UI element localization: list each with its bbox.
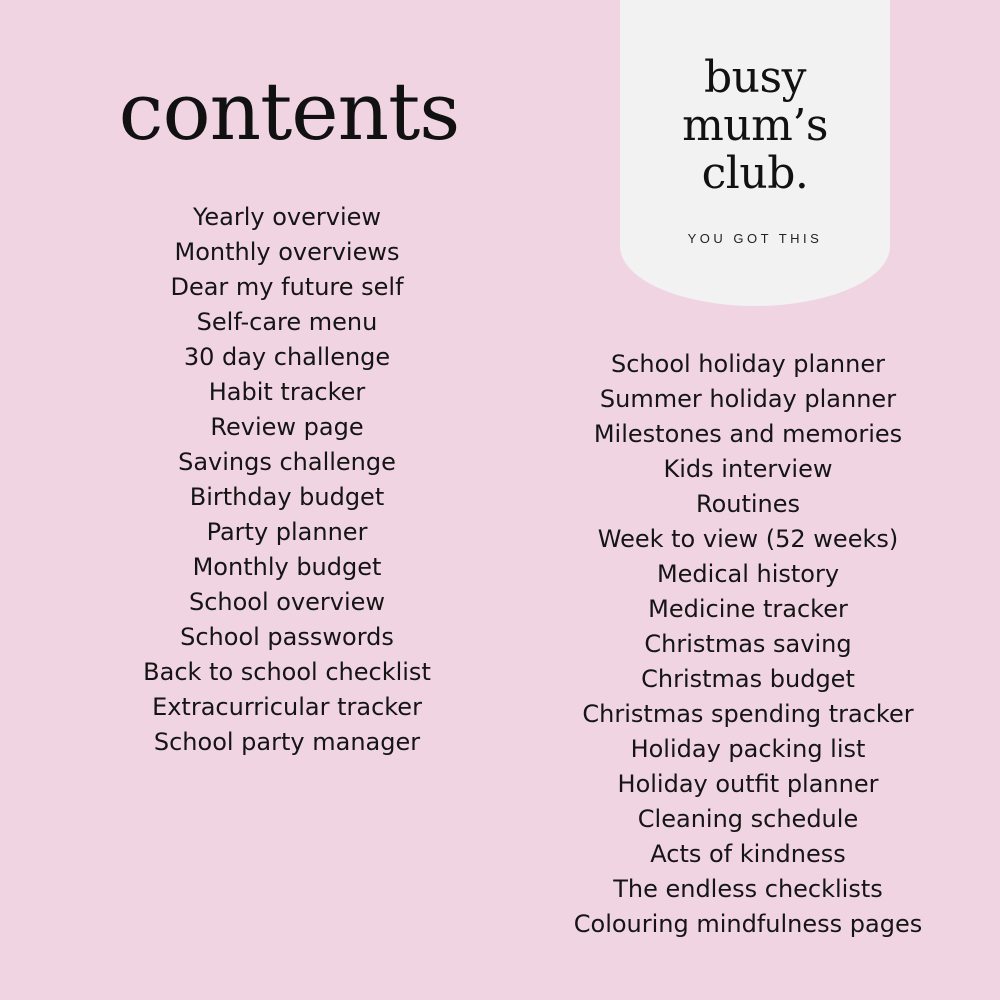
brand-name-line-2: mum’s: [682, 100, 828, 151]
list-item: Cleaning schedule: [637, 805, 859, 833]
brand-name-line-1: busy: [704, 52, 806, 103]
list-item: Dear my future self: [170, 273, 404, 301]
list-item: Summer holiday planner: [599, 385, 897, 413]
brand-badge: [620, 0, 890, 306]
list-item: Medicine tracker: [648, 595, 848, 623]
list-item: School overview: [188, 588, 386, 616]
list-item: Week to view (52 weeks): [597, 525, 899, 553]
list-item: Kids interview: [663, 455, 833, 483]
brand-name-line-3: club.: [701, 148, 809, 199]
list-item: Christmas budget: [641, 665, 855, 693]
list-item: School party manager: [153, 728, 421, 756]
list-item: School holiday planner: [611, 350, 885, 378]
list-item: Yearly overview: [192, 203, 382, 231]
list-item: Monthly overviews: [174, 238, 400, 266]
list-item: Routines: [695, 490, 801, 518]
brand-tagline: YOU GOT THIS: [687, 231, 823, 246]
page-title: contents: [118, 65, 460, 158]
list-item: Holiday outfit planner: [617, 770, 879, 798]
list-item: 30 day challenge: [183, 343, 391, 371]
list-item: Review page: [210, 413, 364, 441]
list-item: Holiday packing list: [630, 735, 866, 763]
contents-list-left: [112, 200, 462, 760]
list-item: Medical history: [656, 560, 840, 588]
list-item: Colouring mindfulness pages: [573, 910, 923, 938]
contents-list-right: [548, 347, 948, 942]
list-item: Party planner: [206, 518, 368, 546]
list-item: Self-care menu: [196, 308, 378, 336]
list-item: School passwords: [180, 623, 394, 651]
list-item: Savings challenge: [178, 448, 396, 476]
list-item: Christmas saving: [644, 630, 852, 658]
list-item: Milestones and memories: [593, 420, 903, 448]
brand-name: [620, 54, 890, 198]
list-item: Acts of kindness: [650, 840, 846, 868]
list-item: Birthday budget: [189, 483, 385, 511]
list-item: Christmas spending tracker: [582, 700, 914, 728]
list-item: Extracurricular tracker: [152, 693, 422, 721]
list-item: Habit tracker: [208, 378, 366, 406]
list-item: The endless checklists: [613, 875, 883, 903]
list-item: Monthly budget: [192, 553, 382, 581]
list-item: Back to school checklist: [143, 658, 431, 686]
